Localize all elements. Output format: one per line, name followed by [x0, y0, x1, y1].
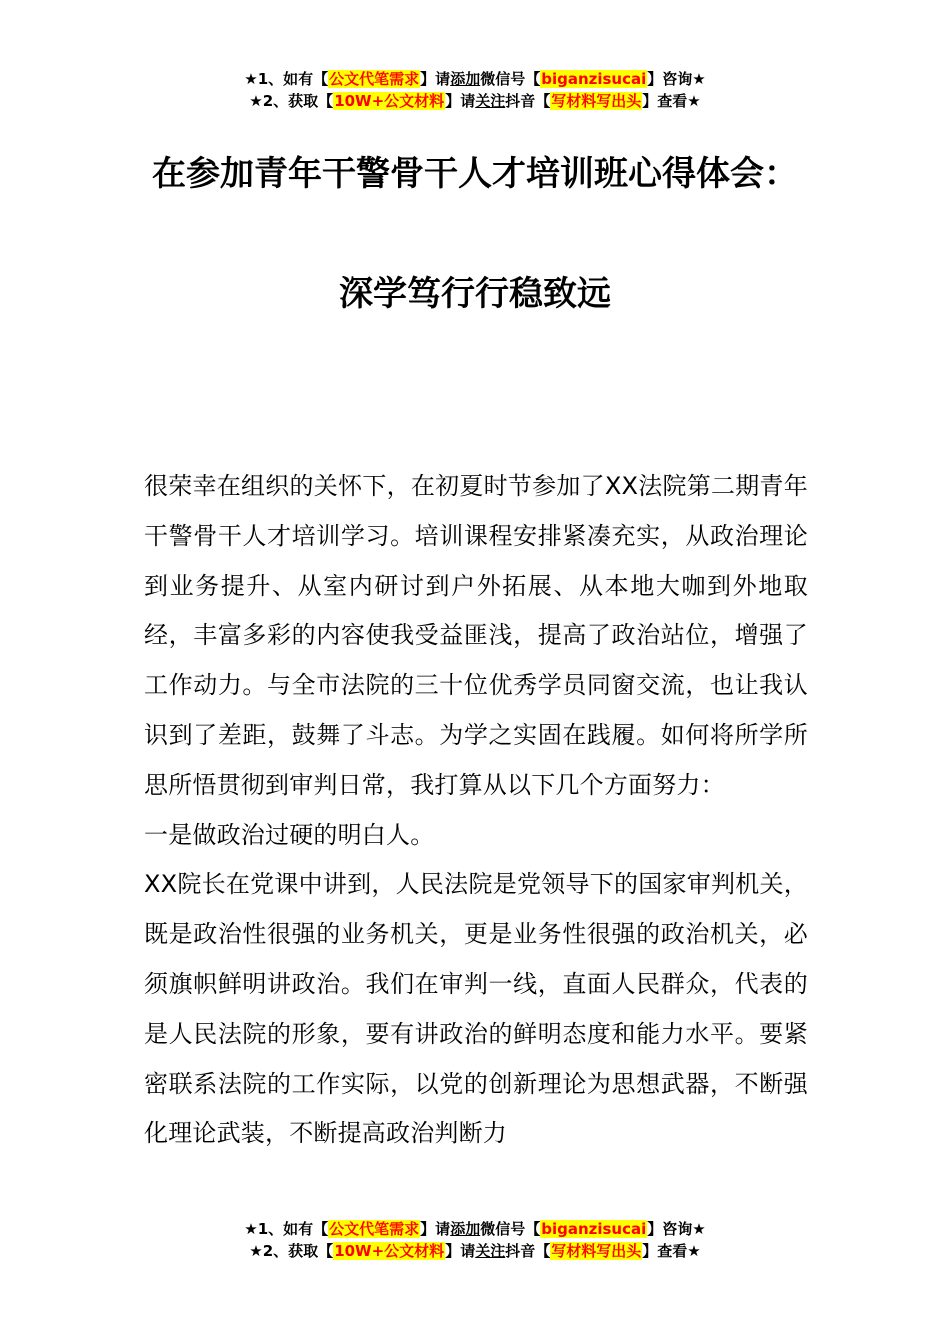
promo-text: 微信号【	[480, 1220, 541, 1238]
promo-highlight: biganzisucai	[541, 70, 647, 88]
promo-highlight: 10W+公文材料	[334, 92, 445, 110]
promo-text: 抖音【	[505, 1242, 551, 1260]
promo-text: 】请	[420, 1220, 451, 1238]
document-subtitle: 深学笃行行稳致远	[339, 274, 611, 314]
promo-text: 】请	[445, 1242, 476, 1260]
body-paragraph-intro: 很荣幸在组织的关怀下，在初夏时节参加了XX法院第二期青年干警骨干人才培训学习。培训课程安排紧凑充实，从政治理论到业务提升、从室内研讨到户外拓展、从本地大咖到外地取经，丰富多彩的内容使我受益匪浅，提高了政治站位，增强了工作动力。与全市法院的三十位优秀学员同窗交流，也让我认识到了差距，鼓舞了斗志。为学之实固在践履。如何将所学所思所悟贯彻到审判日常，我打算从以下几个方面努力：	[144, 472, 808, 799]
promo-highlight: 写材料写出头	[551, 92, 642, 110]
promo-highlight: 写材料写出头	[551, 1242, 642, 1260]
promo-text: 】请	[445, 92, 476, 110]
promo-text: 】查看★	[642, 1242, 701, 1260]
promo-highlight: 10W+公文材料	[334, 1242, 445, 1260]
promo-banner-top	[0, 68, 950, 112]
promo-text: 】查看★	[642, 92, 701, 110]
promo-underline: 关注	[475, 92, 506, 110]
promo-line-2	[0, 1240, 950, 1262]
promo-highlight: biganzisucai	[541, 1220, 647, 1238]
promo-text: ★2、获取【	[249, 92, 334, 110]
promo-text: 】咨询★	[647, 70, 706, 88]
promo-text: ★2、获取【	[249, 1242, 334, 1260]
promo-highlight: 公文代笔需求	[329, 1220, 420, 1238]
promo-highlight: 公文代笔需求	[329, 70, 420, 88]
document-title: 在参加青年干警骨干人才培训班心得体会：	[152, 154, 798, 194]
promo-text: 微信号【	[480, 70, 541, 88]
promo-line-1	[0, 1218, 950, 1240]
promo-text: 】请	[420, 70, 451, 88]
promo-text: 抖音【	[505, 92, 551, 110]
promo-line-2	[0, 90, 950, 112]
promo-underline: 关注	[475, 1242, 506, 1260]
promo-underline: 添加	[450, 70, 481, 88]
promo-banner-bottom	[0, 1218, 950, 1262]
document-body	[144, 462, 808, 1159]
body-paragraph-heading: 一是做政治过硬的明白人。	[144, 820, 435, 849]
promo-line-1	[0, 68, 950, 90]
promo-text: ★1、如有【	[244, 70, 329, 88]
promo-text: 】咨询★	[647, 1220, 706, 1238]
promo-underline: 添加	[450, 1220, 481, 1238]
body-paragraph-content: XX院长在党课中讲到，人民法院是党领导下的国家审判机关，既是政治性很强的业务机关，更是业务性很强的政治机关，必须旗帜鲜明讲政治。我们在审判一线，直面人民群众，代表的是人民法院的形象，要有讲政治的鲜明态度和能力水平。要紧密联系法院的工作实际，以党的创新理论为思想武器，不断强化理论武装，不断提高政治判断力	[144, 870, 808, 1148]
promo-text: ★1、如有【	[244, 1220, 329, 1238]
